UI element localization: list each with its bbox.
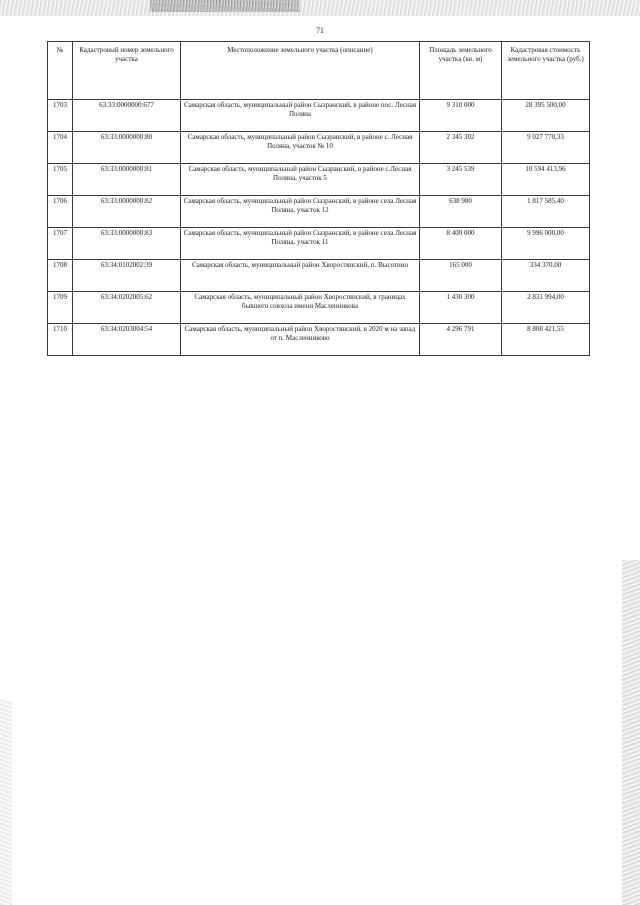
cadastral-value-cell: 9 996 000,00	[502, 228, 590, 260]
cadastral-value-cell: 10 594 413,96	[502, 164, 590, 196]
row-number-cell: 1703	[48, 100, 73, 132]
location-cell: Самарская область, муниципальный район Хворостянский, в границах бывшего совхоза имени Масленникова	[181, 292, 420, 324]
location-cell: Самарская область, муниципальный район Сызранский, в районе с. Лесная Поляна, участок № 10	[181, 132, 420, 164]
table-row	[48, 324, 590, 356]
cadastral-number-cell: 63:33:0000000:677	[73, 100, 181, 132]
scan-edge-left	[0, 700, 12, 905]
row-number-cell: 1706	[48, 196, 73, 228]
table-row	[48, 228, 590, 260]
cadastral-value-cell: 28 395 500,00	[502, 100, 590, 132]
row-number-cell: 1705	[48, 164, 73, 196]
scan-edge-right	[622, 560, 640, 905]
location-cell: Самарская область, муниципальный район Хворостянский, п. Высотино	[181, 260, 420, 292]
header-number: №	[48, 42, 73, 100]
scan-shadow-top	[150, 0, 300, 12]
cadastral-number-cell: 63:34:0102002:39	[73, 260, 181, 292]
area-cell: 4 296 791	[420, 324, 502, 356]
header-area: Площадь земельного участка (кв. м)	[420, 42, 502, 100]
table-row	[48, 100, 590, 132]
scan-edge-top	[0, 0, 640, 16]
table-row	[48, 164, 590, 196]
location-cell: Самарская область, муниципальный район Сызранский, в районе с.Лесная Поляна, участок 5	[181, 164, 420, 196]
page-number: 71	[316, 26, 324, 35]
area-cell: 638 980	[420, 196, 502, 228]
header-cadastral-number: Кадастровый номер земельного участка	[73, 42, 181, 100]
area-cell: 1 430 300	[420, 292, 502, 324]
area-cell: 3 245 539	[420, 164, 502, 196]
land-plots-table	[47, 41, 590, 356]
table-body	[48, 100, 590, 356]
cadastral-value-cell: 2 831 994,00	[502, 292, 590, 324]
cadastral-value-cell: 1 817 585,40	[502, 196, 590, 228]
header-location: Местоположение земельного участка (описание)	[181, 42, 420, 100]
area-cell: 2 345 302	[420, 132, 502, 164]
cadastral-number-cell: 63:33:0000000:81	[73, 164, 181, 196]
cadastral-number-cell: 63:33:0000000:80	[73, 132, 181, 164]
row-number-cell: 1710	[48, 324, 73, 356]
cadastral-number-cell: 63:34:0203004:54	[73, 324, 181, 356]
cadastral-number-cell: 63:34:0202005:62	[73, 292, 181, 324]
cadastral-number-cell: 63:33:0000000:82	[73, 196, 181, 228]
table-header-row	[48, 42, 590, 100]
area-cell: 165 000	[420, 260, 502, 292]
table-row	[48, 260, 590, 292]
row-number-cell: 1704	[48, 132, 73, 164]
cadastral-number-cell: 63:33:0000000:83	[73, 228, 181, 260]
location-cell: Самарская область, муниципальный район Сызранский, в районе пос. Лесная Поляна	[181, 100, 420, 132]
header-cadastral-value: Кадастровая стоимость земельного участка (руб.)	[502, 42, 590, 100]
area-cell: 9 310 000	[420, 100, 502, 132]
table-row	[48, 292, 590, 324]
area-cell: 8 400 000	[420, 228, 502, 260]
location-cell: Самарская область, муниципальный район Хворостянский, в 2020 м на запад от п. Масленниково	[181, 324, 420, 356]
cadastral-value-cell: 334 370,00	[502, 260, 590, 292]
location-cell: Самарская область, муниципальный район Сызранский, в районе села Лесная Поляна, участок 11	[181, 228, 420, 260]
location-cell: Самарская область, муниципальный район Сызранский, в районе села Лесная Поляна, участок 12	[181, 196, 420, 228]
cadastral-value-cell: 8 808 421,55	[502, 324, 590, 356]
cadastral-value-cell: 9 027 770,33	[502, 132, 590, 164]
table-row	[48, 196, 590, 228]
row-number-cell: 1707	[48, 228, 73, 260]
row-number-cell: 1708	[48, 260, 73, 292]
row-number-cell: 1709	[48, 292, 73, 324]
table-row	[48, 132, 590, 164]
